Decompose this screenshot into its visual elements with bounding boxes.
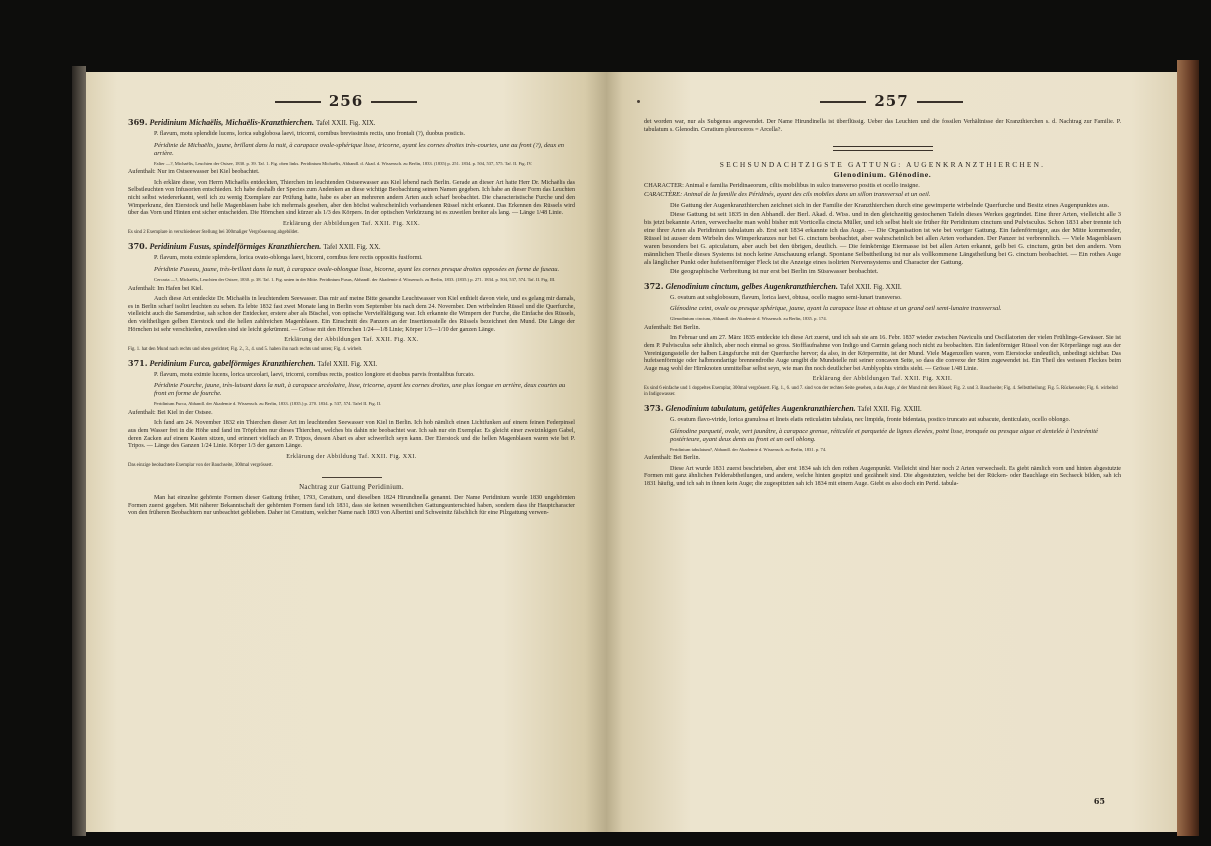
figure-explanation-heading: Erklärung der Abbildungen Taf. XXII. Fig. XIX.: [282, 220, 420, 227]
species-heading: 373. Glenodinium tabulatum, getäfeltes Augenkranzthierchen. Tafel XXII. Fig. XXIII.: [644, 402, 922, 413]
species-block-373: [644, 403, 1121, 489]
genus-character-latin: CHARACTER: Animal e familia Peridinaeorum, ciliis mobilibus in sulco transverso positis et ocello insigne.: [644, 182, 920, 190]
book-edge-left: [72, 66, 86, 836]
species-french: Glénodine parqueté, ovale, vert jaunâtre, à carapace grenue, réticulée et parquetée de lignes élevées, point lisse, tronquée ou presque aigue et dentelée à l'extrémité postérieure, ayant deux dents au front et un oeil oblong.: [670, 427, 1098, 443]
species-habitat: Aufenthalt: Bei Berlin.: [644, 455, 701, 462]
species-french: Péridinie Fuseau, jaune, très-brillant dans la nuit, à carapace ovale-oblongue lisse, bicorne, ayant les cornes presque droites opposées en forme de fuseau.: [154, 265, 560, 273]
genus-title: SECHSUNDACHTZIGSTE GATTUNG: AUGENKRANZTHIERCHEN.: [719, 160, 1046, 170]
species-heading: 371. Peridinium Furca, gabelförmiges Kranzthierchen. Tafel XXII. Fig. XXI.: [128, 357, 378, 368]
page-number-left: 256: [86, 92, 606, 110]
section-divider: [322, 477, 382, 478]
species-synonyms: Falter —?, Michaëlis, Leuchten der Ostsee, 1830. p. 39. Taf. 1. Fig. oben links. Peridinium Michaëlis, Abhandl. d. Akad. d. Wissensch. zu Berlin, 1833. (1835) p. 251. 1834. p. 504, 537, 575. Taf. II. Fig. IV.: [154, 160, 533, 166]
species-diagnosis: G. ovatum flavo-viride, lorica granulosa et lineis elatis reticulatim tabulata, nec limpida, fronte bidentata, postico truncato aut subacute, denticulato, ocello oblongo.: [670, 416, 1071, 423]
figure-explanation-heading: Erklärung der Abbildungen Taf. XXII. Fig. XXII.: [812, 376, 953, 383]
species-heading: 369. Peridinium Michaëlis, Michaëlis-Kranzthierchen. Tafel XXII. Fig. XIX.: [128, 117, 376, 127]
species-french: Péridinie Fourche, jaune, très-luisant dans la nuit, à carapace urcéolaire, lisse, tricorne, ayant les cornes droites, une plus longue en arrière, deux courtes au front en forme de fourche.: [154, 382, 566, 398]
species-block-372: [644, 281, 1121, 398]
species-text: Diese Art wurde 1831 zuerst beschrieben, aber erst 1834 sah ich den rothen Augenpunkt. Vielleicht sind hier noch 2 Arten verwechselt. Es giebt nämlich vorn und hinten abgestutzte Formen mit ganz ähnlichen Felderabtheilungen, und andere, welche hinten gespitzt und gezähnelt sind. Die abgestutzten, welche bei der Rücken- oder Bauchlage ein Sechseck bilden, sah ich 1831 häufig, und ich sah in ihnen kein Auge; die zugespitzten sah ich 1834 mit einem Auge. Giebt es also doch ein Perid. tabula-: [644, 465, 1121, 487]
page-number-right: 257: [606, 92, 1177, 110]
species-text: Auch diese Art entdeckte Dr. Michaëlis in leuchtendem Seewasser. Das mir auf meine Bitte gesandte Leuchtwasser von Kiel enthielt davon viele, und es gelang mir damals, es in Berlin scharf isolirt leuchten zu sehen. Es lebte 1832 fast zwei Monate lang in Berlin vom September bis nach dem 24. November. Den wirbelnden Rüssel und die Querfurche, vielleicht auch die Samendrüse, sah schon der Entdecker, erstere aber als Büschel, von optische Vervielfältigung war. Ich erkannte die Wimpern der Furche, die Einfache des Rüssels, den vieltheiligen gelben Eierstock und die hellen zahlreichen Magenblasen. Ein Einschnitt des Panzers an der Insertionsstelle des Rüssels bezeichnet den Mund. Die Länge der Hörnchen ist sehr verschieden, zuweilen sind sie leicht gekrümmt. — Grösse mit den Hörnchen 1/24—1/8 Linie; Körper 1/3—1/10 der ganzen Länge.: [128, 296, 575, 333]
species-synonyms: Peridinium tabulatum?, Abhandl. der Akademie d. Wissensch. zu Berlin, 1831. p. 74.: [670, 446, 827, 452]
species-habitat: Aufenthalt: Nur im Ostseewasser bei Kiel beobachtet.: [128, 169, 260, 176]
genus-character-french: CARACTÈRE: Animal de la famille des Péridinés, ayant des cils mobiles dans un sillon transversal et un oeil.: [644, 190, 931, 198]
nachtrag-text: Man hat einzelne gehörnte Formen dieser Gattung früher, 1793, Ceratium, und dieselben 1824 Hirundinella genannt. Der Name Peridinium wurde 1830 ungehörnten Formen zuerst gegeben. Mit näherer Bekanntschaft der gehörnten Formen fand ich 1831, dass sie keinen wesentlichen Gattungsunterschied haben, sondern dass ihr Hauptcharacter von den früheren Beobachtern nur unbeachtet geblieben. Daher ist Ceratium, welcher Name nach 1803 von Albertini und Schweinitz fälschlich für eine Pilzgattung verwen-: [128, 495, 575, 517]
species-text: Im Februar und am 27. März 1835 entdeckte ich diese Art zuerst, und ich sah sie am 16. Febr. 1837 wieder zwischen Naviculis und Oscillatorien der vielen Frühlings-Gewässer. Sie ist dem P. Pulvisculus sehr ähnlich, aber noch einmal so gross. Stofffaufnahme von Indigo und Carmin gelang noch nicht zu beobachten. Ein fadenförmiger Rüssel von der Körperlänge ragt aus der Vereinigungsstelle der halben Längsfurche mit der Querfurche hervor; da also, in der Körpermitte, ist der Mund. Viele Magenzellen waren, vom Eierstocke undeutlich, unbedingt sichtbar. Das hufeisenförmige oder halbmondartige brennendrothe Auge umgibt die Mundstelle mit seiner concaven Seite, so dass die convexe der Stirn zugewendet ist. Ein Theil des weissen Fleckes beim Auge mag wohl der Hirnknoten unmittelbar selbst seyn, wie man ihn noch deutlicher bei Amblyophis viridis sieht. — Grösse 1/48 Linie.: [644, 335, 1121, 372]
species-habitat: Aufenthalt: Im Hafen bei Kiel.: [128, 285, 203, 292]
nachtrag-title: Nachtrag zur Gattung Peridinium.: [299, 483, 404, 492]
species-french: Glénodine ceint, ovale ou presque sphérique, jaune, ayant la carapace lisse et obtuse et un grand oeil semi-lunaire transversal.: [670, 305, 1002, 313]
species-french: Péridinie de Michaëlis, jaune, brillant dans la nuit, à carapace ovale-sphérique lisse, tricorne, ayant les cornes droites très-courtes, une au front (?), deux en arrière.: [154, 141, 565, 157]
species-heading: 372. Glenodinium cinctum, gelbes Augenkranzthierchen. Tafel XXII. Fig. XXII.: [644, 280, 902, 291]
species-text: Ich fand am 24. November 1832 ein Thierchen dieser Art im leuchtenden Seewasser von Kiel in Berlin. Ich hob nämlich einen Lichtfunken auf einem feinen Federpinsel aus dem Wasser frei in die Höhe und fand im Tröpfchen nur dieses Thierchen, welches bis dahin nie beobachtet war. Ich sah nur ein Exemplar. Es gleicht einer zweizinkigen Gabel, deren Zacken auf einem Kasten sitzen, und erinnert vielfach an P. Tripos, dessen Abart es aber schwerlich seyn kann. Der Eierstock und die hellen Magenblasen waren wie bei P. Tripos. — Länge des Ganzen 1/24 Linie. Körper 1/3 der ganzen Länge.: [128, 420, 575, 450]
species-diagnosis: P. flavum, motu splendide lucens, lorica subglobosa laevi, tricorni, cornibus brevissimis rectis, uno frontali (?), duobus posticis.: [154, 131, 466, 137]
figure-note: Es sind 6 einfache und 1 doppeltes Exemplar, 300mal vergrössert. Fig. 1., 6. und 7. sind von der rechten Seite gesehen, a das Auge, a' der Mund mit dem Rüssel; Fig. 2. und 3. Bauchseite; Fig. 4. Selbsttheilung; Fig. 5. Rückenseite; Fig. 6. wirbelnd in Indigowasser.: [644, 385, 1118, 397]
signature-mark: 65: [1093, 796, 1105, 806]
carry-over-text: det worden war, nur als Subgenus angewendet. Der Name Hirundinella ist überflüssig. Ueber das Leuchten und die fossilen Verhältnisse der Kranzthierchen s. d. Nachtrag zur Familie. P. tabulatum s. Glenodin. Ceratium pleuroceros = Arcella?.: [644, 119, 1121, 133]
right-page-content: [644, 116, 1121, 488]
species-diagnosis: P. flavum, motu eximie lucens, lorica urceolari, laevi, tricorni, cornibus rectis, postico longiore et duobus parvis frontalibus furcato.: [154, 371, 475, 378]
species-synonyms: Peridinium Furca, Abhandl. der Akademie d. Wissensch. zu Berlin, 1833. (1835.) p. 270. 1834. p. 537, 574. Tafel II. Fig. II.: [154, 401, 382, 407]
genus-history: Diese Gattung ist seit 1835 in den Abhandl. der Berl. Akad. d. Wiss. und in den gleichzeitig gestochenen Tafeln dieses Werkes gegründet. Eine ihrer Arten, vielleicht alle 3 bis jetzt bekannte Arten, verwechselte man wohl bisher mit Vorticella cincta Müller, und ich selbst hielt sie früher für Peridinium cinctum und Pulvisculus. Schon 1831 aber trennte ich eine ihrer Arten als Peridinium tabulatum ab. Erst seit 1834 erkannte ich das Auge. — Die Organisation ist wie bei voriger Gattung. Ein fadenförmiger, aus der Mitte kommender, Rüssel ist ausser dem Wirbeln des Wimperkranzes nur bei G. cinctum beobachtet, aber wahrscheinlich bei allen Arten vorhanden. Der Panzer ist verbrennlich. — Viele Magenblasen waren besonders bei G. apiculatum, aber auch bei den übrigen, deutlich. — Die feinkörnige Eiermasse ist bei allen Arten erkannt, gelb bei G. cinctum, grün bei den andern. Vom männlichen Theile dieses Systems ist noch keine Anschauung erlangt. Spontane Selbsttheilung ist nur als vollkommene Längstheilung bei G. cinctum beobachtet. — Ein rothes Auge als länglicher Punkt oder hufeisenförmiger Fleck ist die Anzeige eines isolirten Nervensystems und Character der Gattung.: [644, 210, 1121, 266]
figure-explanation-heading: Erklärung der Abbildungen Taf. XXII. Fig. XX.: [284, 337, 419, 344]
figure-note: Fig. 1. hat den Mund nach rechts und oben gerichtet; Fig. 2., 3., 4. und 5. haben ihn nach rechts und unten; Fig. 4. wirbelt.: [128, 346, 363, 352]
species-habitat: Aufenthalt: Bei Berlin.: [644, 324, 701, 331]
species-diagnosis: G. ovatum aut subglobosum, flavum, lorica laevi, obtusa, ocello magno semi-lunari transverso.: [670, 294, 902, 301]
genus-geography: Die geographische Verbreitung ist nur erst bei Berlin im Süsswasser beobachtet.: [670, 267, 879, 275]
left-page-content: [128, 112, 575, 518]
right-page: [606, 72, 1177, 832]
species-text: Ich erkläre diese, von Herrn Michaëlis entdeckten, Thierchen im leuchtenden Ostseewasser aus Kiel lebend nach Berlin. Gerade an dieser Art hatte Herr Dr. Michaëlis das Selbstleuchten von Infusorien entschieden. Ich habe deshalb der Species zum Andenken an diese wichtige Beobachtung seinen Namen gegeben. Ich habe an dieser Form das Leuchten nicht selbst wiedererkannt, weil ich zu wenig Exemplare zur Prüfung hatte, habe es aber an mehreren andern Arten auch scharf beobachtet. Die characteristische Furche und den Wimperkranz, den Eierstock und helle Magenblasen habe ich mehrmals gesehen, aber den höchst wahrscheinlich vorhandenen Rüssel nicht erkannt. Das Erkennen des Rüssels wird über das Vorn und Hinten erst sicher entscheiden. Die Hörnchen sind kürzer als 1/3 des Körpers. In der optischen Verkürzung ist es zuweilen breiter als lang. — Länge 1/48 Linie.: [128, 179, 575, 217]
species-synonyms: Glenodinium cinctum, Abhandl. der Akademie d. Wissensch. zu Berlin, 1835. p. 174.: [670, 316, 827, 322]
figure-note: Es sind 2 Exemplare in verschiedener Stellung bei 300maliger Vergrösserung abgebildet.: [128, 230, 299, 236]
margin-dot: [637, 100, 640, 103]
figure-explanation-heading: Erklärung der Abbildung Taf. XXII. Fig. XXI.: [286, 453, 417, 460]
figure-note: Das einzige beobachtete Exemplar von der Bauchseite, 300mal vergrössert.: [128, 463, 273, 469]
left-page: [86, 72, 606, 832]
species-habitat: Aufenthalt: Bei Kiel in der Ostsee.: [128, 409, 213, 416]
book-edge-right: [1177, 60, 1199, 836]
species-block-369: [128, 117, 575, 236]
species-block-370: [128, 241, 575, 352]
genus-subtitle: Glenodinium. Glénodine.: [833, 169, 932, 179]
species-synonyms: Cercaria —?, Michaëlis, Leuchten der Ostsee, 1830. p. 38. Taf. 1. Fig. unten in der Mitte. Peridinium Fusus, Abhandl. der Akademie d. Wissensch. zu Berlin, 1833. (1835.) p. 271. 1834. p. 504, 537, 574. Taf. II. Fig. III.: [154, 276, 556, 282]
species-block-371: [128, 358, 575, 470]
species-heading: 370. Peridinium Fusus, spindelförmiges Kranzthierchen. Tafel XXII. Fig. XX.: [128, 241, 381, 252]
genus-divider: [833, 146, 933, 151]
genus-intro: Die Gattung der Augenkranzthierchen zeichnet sich in der Familie der Kranzthierchen durch eine gewimperte wirbelnde Querfurche und Besitz eines Augenpunktes aus.: [670, 201, 1110, 209]
species-diagnosis: P. flavum, motu eximie splendens, lorica ovato-oblonga laevi, bicorni, cornibus fere rectis oppositis fusiformi.: [154, 255, 423, 262]
